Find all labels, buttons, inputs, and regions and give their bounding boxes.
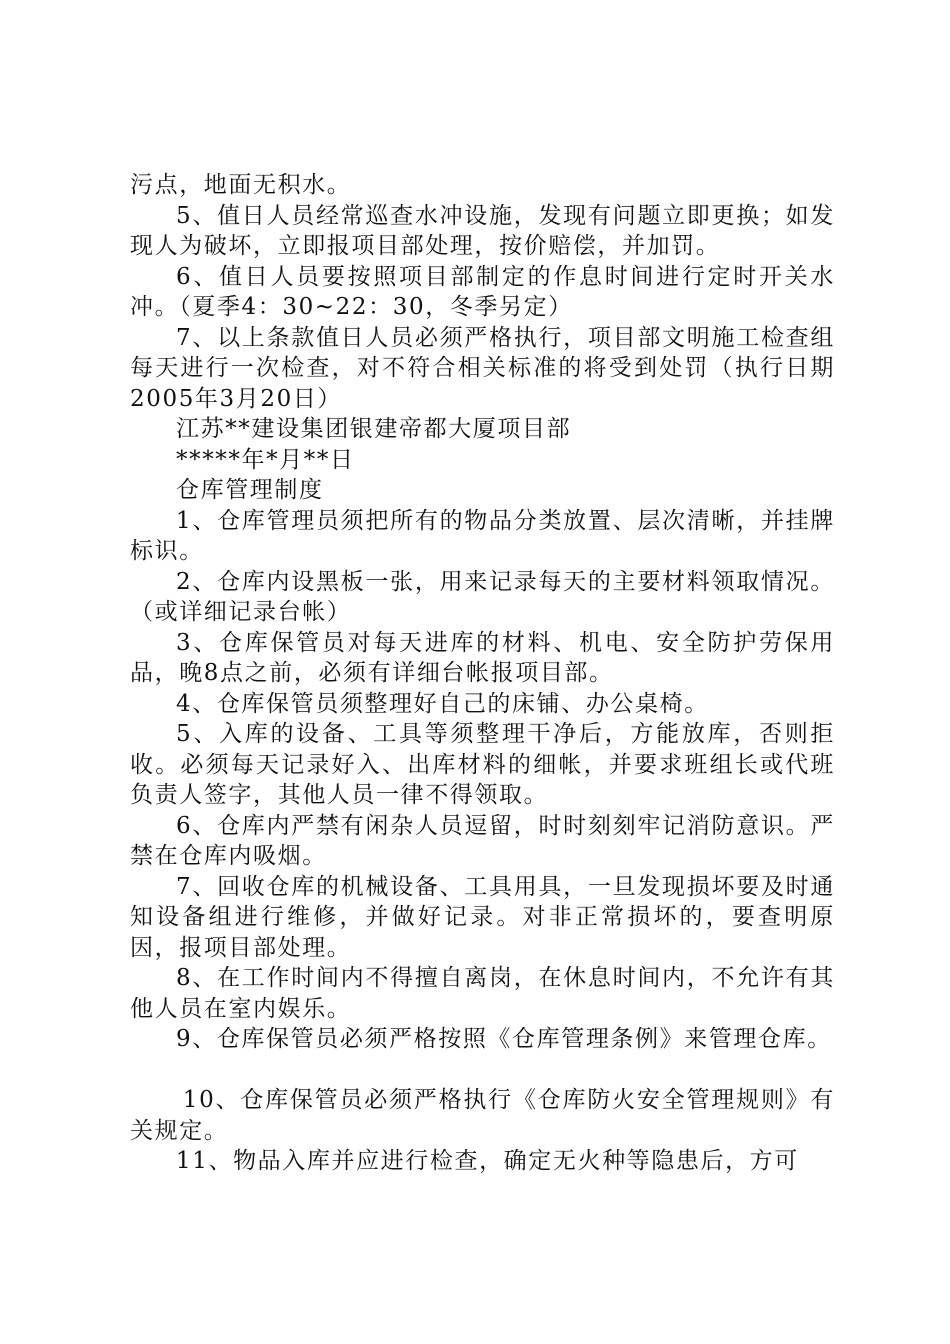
rule-item-2: 2、仓库内设黑板一张，用来记录每天的主要材料领取情况。（或详细记录台帐）	[130, 568, 835, 625]
rule-item-6: 6、仓库内严禁有闲杂人员逗留，时时刻刻牢记消防意识。严禁在仓库内吸烟。	[130, 812, 835, 869]
rule-item-10: 10、仓库保管员必须严格执行《仓库防火安全管理规则》有关规定。	[130, 1087, 835, 1144]
paragraph-continuation: 污点，地面无积水。	[130, 172, 352, 198]
paragraph-item-5: 5、值日人员经常巡查水冲设施，发现有问题立即更换；如发现人为破坏，立即报项目部处理，按价赔偿，并加罚。	[130, 202, 835, 259]
signature-organization: 江苏**建设集团银建帝都大厦项目部	[176, 416, 572, 442]
rule-item-7: 7、回收仓库的机械设备、工具用具，一旦发现损坏要及时通知设备组进行维修，并做好记录。对非正常损坏的，要查明原因，报项目部处理。	[130, 873, 835, 961]
rule-item-9: 9、仓库保管员必须严格按照《仓库管理条例》来管理仓库。	[176, 1026, 832, 1052]
section-title: 仓库管理制度	[176, 477, 324, 503]
rule-item-8: 8、在工作时间内不得擅自离岗，在休息时间内，不允许有其他人员在室内娱乐。	[130, 965, 835, 1022]
document-body	[130, 170, 835, 1177]
rule-item-4: 4、仓库保管员须整理好自己的床铺、办公桌椅。	[176, 690, 709, 717]
signature-date: *****年*月**日	[176, 446, 355, 473]
paragraph-item-7: 7、以上条款值日人员必须严格执行，项目部文明施工检查组每天进行一次检查，对不符合相关标准的将受到处罚（执行日期2005年3月20日）	[130, 324, 835, 412]
rule-item-5: 5、入库的设备、工具等须整理干净后，方能放库，否则拒收。必须每天记录好入、出库材料的细帐，并要求班组长或代班负责人签字，其他人员一律不得领取。	[130, 721, 835, 808]
rule-item-11: 11、物品入库并应进行检查，确定无火种等隐患后，方可	[176, 1148, 799, 1174]
rule-item-3: 3、仓库保管员对每天进库的材料、机电、安全防护劳保用品，晚8点之前，必须有详细台帐报项目部。	[130, 629, 835, 686]
rule-item-1: 1、仓库管理员须把所有的物品分类放置、层次清晰，并挂牌标识。	[130, 507, 835, 564]
paragraph-item-6: 6、值日人员要按照项目部制定的作息时间进行定时开关水冲。（夏季4：30~22：30，冬季另定）	[130, 263, 835, 320]
